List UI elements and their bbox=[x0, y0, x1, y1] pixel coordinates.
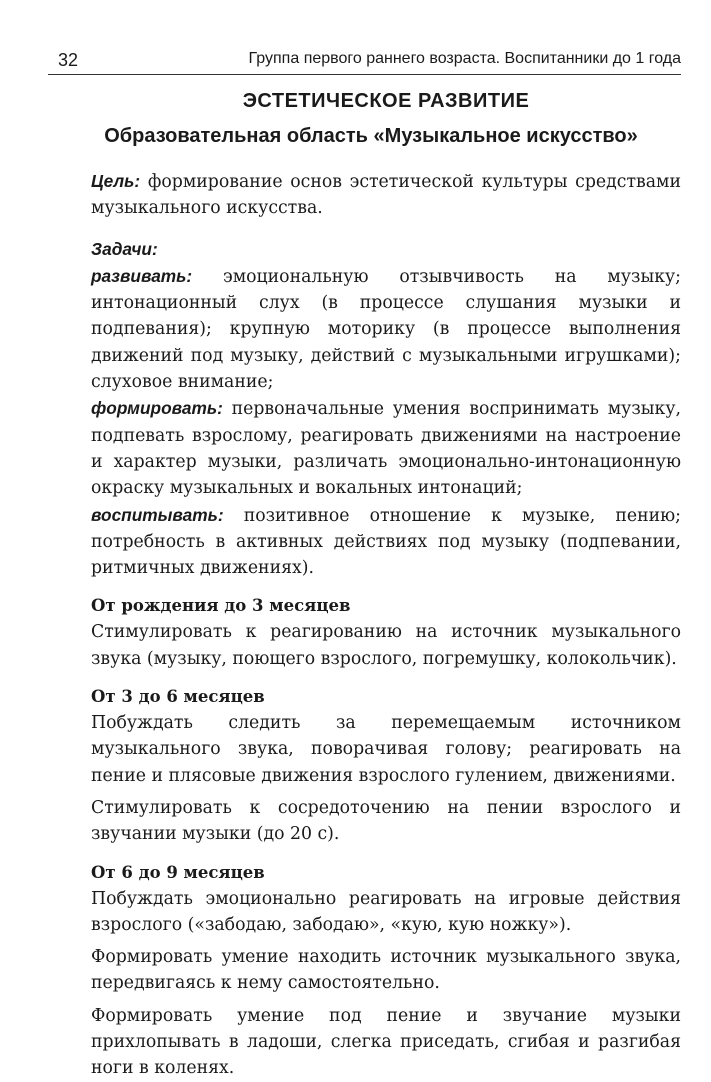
task-text: позитивное отношение к музыке, пению; потребность в активных действиях под музыку (подпевании, ритмичных движениях). bbox=[91, 505, 681, 579]
page-number: 32 bbox=[58, 50, 79, 70]
task-text: эмоциональную отзывчивость на музыку; интонационный слух (в процессе слушания музыки и подпевания); крупную моторику (в процессе выполнения движений под музыку, действий с музыкальными игрушками); слуховое внимание; bbox=[91, 266, 681, 393]
age-paragraph: Стимулировать к сосредоточению на пении взрослого и звучании музыки (до 20 с). bbox=[91, 797, 681, 845]
age-heading: От 6 до 9 месяцев bbox=[91, 862, 265, 882]
age-paragraph: Формировать умение находить источник музыкального звука, передвигаясь к нему самостоятельно. bbox=[91, 947, 681, 994]
header-rule bbox=[48, 74, 681, 75]
task-label: формировать: bbox=[91, 398, 223, 419]
task-item bbox=[91, 502, 681, 582]
tasks-heading-line bbox=[91, 236, 681, 263]
task-item bbox=[91, 395, 681, 501]
running-title: Группа первого раннего возраста. Воспитанники до 1 года bbox=[248, 50, 681, 67]
age-heading: От рождения до 3 месяцев bbox=[91, 596, 351, 616]
task-label: развивать: bbox=[91, 265, 193, 286]
age-heading: От 3 до 6 месяцев bbox=[91, 687, 265, 707]
goal-text: формирование основ эстетической культуры средствами музыкального искусства. bbox=[91, 172, 681, 219]
goal-label: Цель: bbox=[91, 171, 141, 191]
page-header bbox=[58, 0, 681, 72]
task-item bbox=[91, 263, 681, 395]
goal-paragraph bbox=[91, 168, 681, 222]
age-paragraph: Побуждать эмоционально реагировать на игровые действия взрослого («забодаю, забодаю», «кую, кую ножку»). bbox=[91, 888, 681, 935]
section-subtitle: Образовательная область «Музыкальное искусство» bbox=[104, 125, 638, 147]
age-paragraph: Формировать умение под пение и звучание музыки прихлопывать в ладоши, слегка приседать, сгибая и разгибая ноги в коленях. bbox=[91, 1005, 681, 1079]
age-paragraph: Стимулировать к реагированию на источник музыкального звука (музыку, поющего взрослого, погремушку, колокольчик). bbox=[91, 622, 681, 669]
task-label: воспитывать: bbox=[91, 504, 224, 525]
task-text: первоначальные умения воспринимать музыку, подпевать взрослому, реагировать движениями на настроение и характер музыки, различать эмоционально-интонационную окраску музыкальных и вокальных интонаций; bbox=[91, 399, 681, 499]
age-paragraph: Побуждать следить за перемещаемым источником музыкального звука, поворачивая голову; реагировать на пение и плясовые движения взрослого гулением, движениями. bbox=[91, 713, 681, 786]
tasks-heading: Задачи: bbox=[91, 238, 158, 259]
section-title: ЭСТЕТИЧЕСКОЕ РАЗВИТИЕ bbox=[242, 90, 530, 112]
